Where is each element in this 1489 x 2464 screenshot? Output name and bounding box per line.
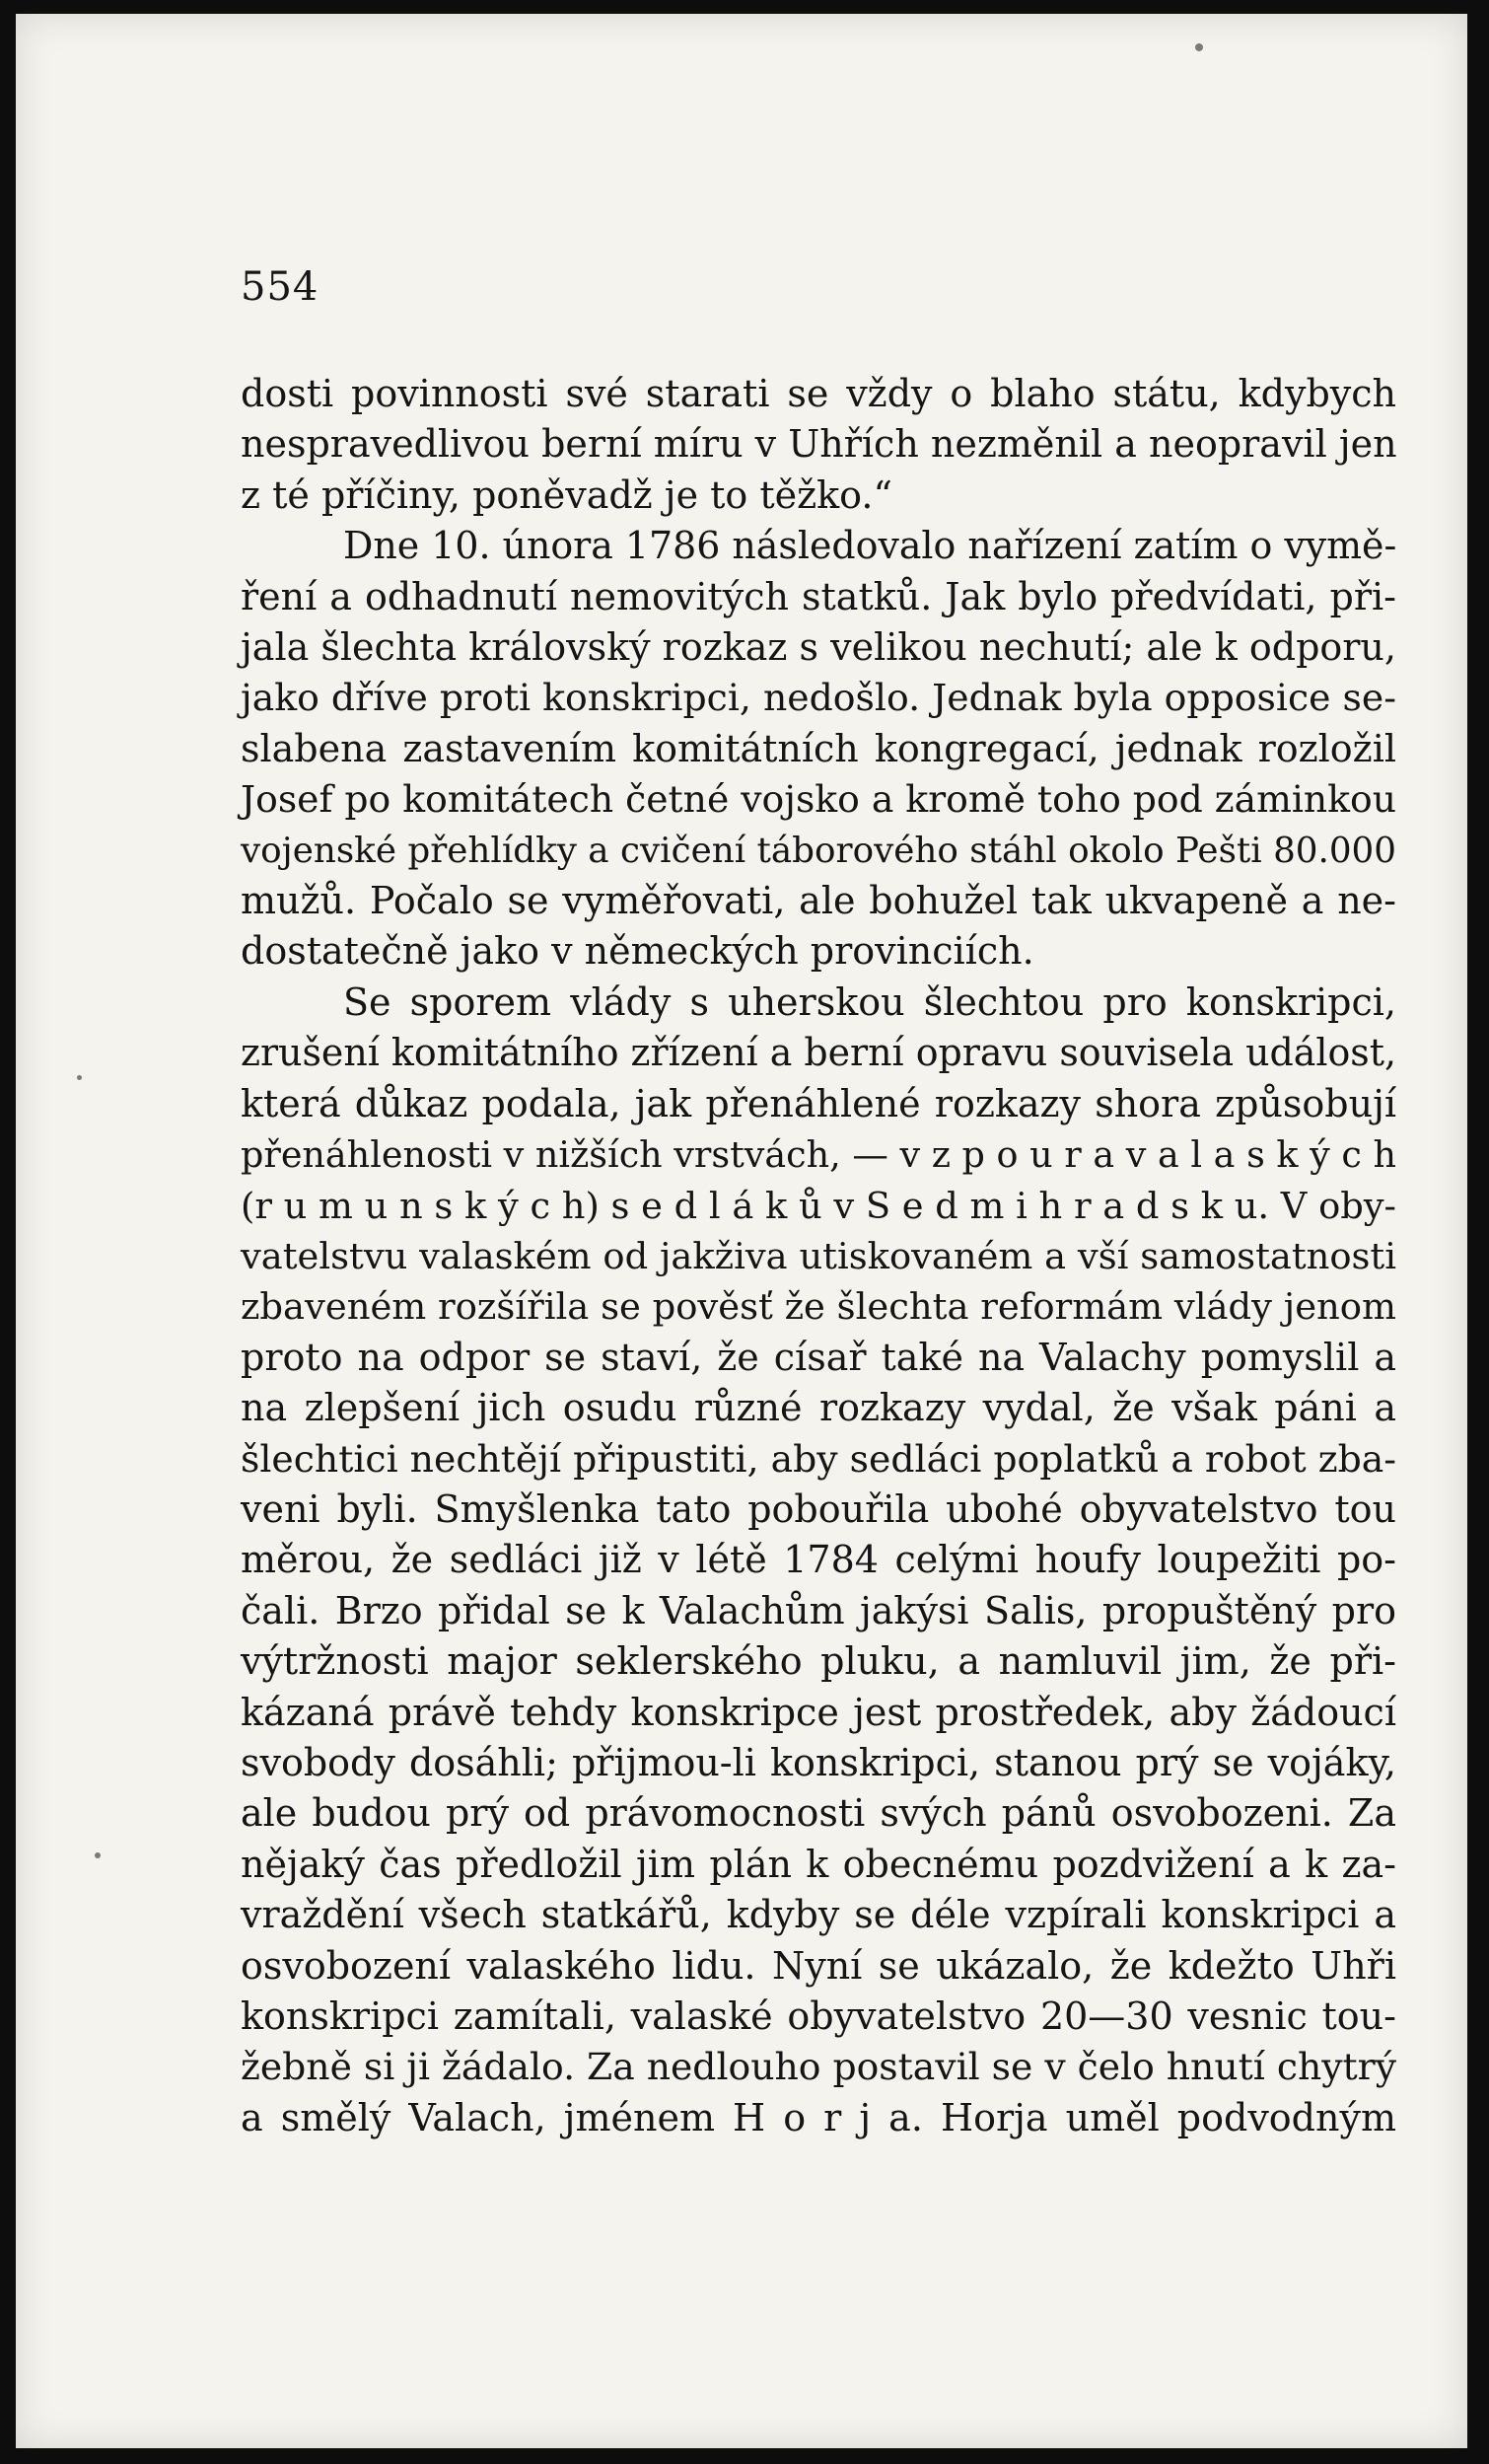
- text-line: Dne 10. února 1786 následovalo nařízení zatím o vymě-: [343, 524, 1397, 568]
- text-line: výtržnosti major seklerského pluku, a namluvil jim, že při-: [241, 1639, 1396, 1684]
- body-text: [241, 369, 1396, 2143]
- book-page: [16, 14, 1467, 2448]
- text-line: dosti povinnosti své starati se vždy o blaho státu, kdybych: [241, 372, 1396, 415]
- text-line: šlechtici nechtějí připustiti, aby sedláci poplatků a robot zba-: [241, 1436, 1396, 1481]
- text-line: která důkaz podala, jak přenáhlené rozkazy shora způsobují: [241, 1081, 1396, 1125]
- text-line: konskripci zamítali, valaské obyvatelstvo 20—30 vesnic tou-: [241, 1994, 1396, 2038]
- text-line: ale budou prý od právomocnosti svých pánů osvobozeni. Za: [241, 1791, 1396, 1836]
- text-line: zbaveném rozšířila se pověsť že šlechta reformám vlády jenom: [241, 1285, 1396, 1329]
- text-line: měrou, že sedláci již v létě 1784 celými houfy loupežiti po-: [241, 1538, 1396, 1582]
- text-line: vojenské přehlídky a cvičení táborového stáhl okolo Pešti 80.000: [241, 830, 1396, 871]
- text-line: zrušení komitátního zřízení a berní opravu souvisela událost,: [241, 1031, 1397, 1075]
- text-line: a smělý Valach, jménem H o r j a. Horja uměl podvodným: [241, 2095, 1396, 2139]
- print-speck: [77, 1075, 82, 1080]
- text-line: dostatečně jako v německých provinciích.: [241, 929, 1034, 974]
- text-line: slabena zastavením komitátních kongregací, jednak rozložil: [241, 726, 1396, 770]
- text-line: čali. Brzo přidal se k Valachům jakýsi Salis, propuštěný pro: [241, 1588, 1396, 1632]
- text-line: jala šlechta královský rozkaz s velikou nechutí; ale k odporu,: [241, 625, 1396, 670]
- text-line: ření a odhadnutí nemovitých statků. Jak bylo předvídati, při-: [241, 574, 1396, 618]
- text-line: kázaná právě tehdy konskripce jest prostředek, aby žádoucí: [241, 1690, 1396, 1734]
- text-line: mužů. Počalo se vyměřovati, ale bohužel tak ukvapeně a ne-: [241, 879, 1396, 923]
- text-line: vatelstvu valaském od jakživa utiskovaném a vší samostatnosti: [241, 1234, 1396, 1277]
- text-line: veni byli. Smyšlenka tato pobouřila ubohé obyvatelstvo tou: [241, 1486, 1396, 1531]
- text-line: na zlepšení jich osudu různé rozkazy vydal, že však páni a: [241, 1386, 1396, 1430]
- page-number: 554: [241, 264, 319, 310]
- text-line: přenáhlenosti v nižších vrstvách, — v z p o u r a v a l a s k ý c h: [241, 1133, 1396, 1177]
- text-line: svobody dosáhli; přijmou-li konskripci, stanou prý se vojáky,: [241, 1740, 1396, 1784]
- text-line: Se sporem vlády s uherskou šlechtou pro konskripci,: [343, 979, 1396, 1024]
- print-speck: [95, 1852, 101, 1858]
- text-line: z té příčiny, poněvadž je to těžko.“: [241, 472, 892, 517]
- text-line: žebně si ji žádalo. Za nedlouho postavil se v čelo hnutí chytrý: [241, 2045, 1396, 2089]
- text-line: (r u m u n s k ý c h) s e d l á k ů v S e d m i h r a d s k u. V oby-: [241, 1184, 1396, 1227]
- text-line: jako dříve proti konskripci, nedošlo. Jednak byla opposice se-: [241, 676, 1396, 720]
- text-line: osvobození valaského lidu. Nyní se ukázalo, že kdežto Uhři: [241, 1943, 1396, 1988]
- text-line: Josef po komitátech četné vojsko a kromě toho pod záminkou: [241, 777, 1396, 822]
- text-line: proto na odpor se staví, že císař také na Valachy pomyslil a: [241, 1335, 1396, 1379]
- text-line: nespravedlivou berní míru v Uhřích nezměnil a neopravil jen: [241, 422, 1397, 467]
- print-speck: [1195, 43, 1203, 51]
- text-line: vraždění všech statkářů, kdyby se déle vzpírali konskripci a: [241, 1893, 1396, 1937]
- text-line: nějaký čas předložil jim plán k obecnému pozdvižení a k za-: [241, 1842, 1396, 1886]
